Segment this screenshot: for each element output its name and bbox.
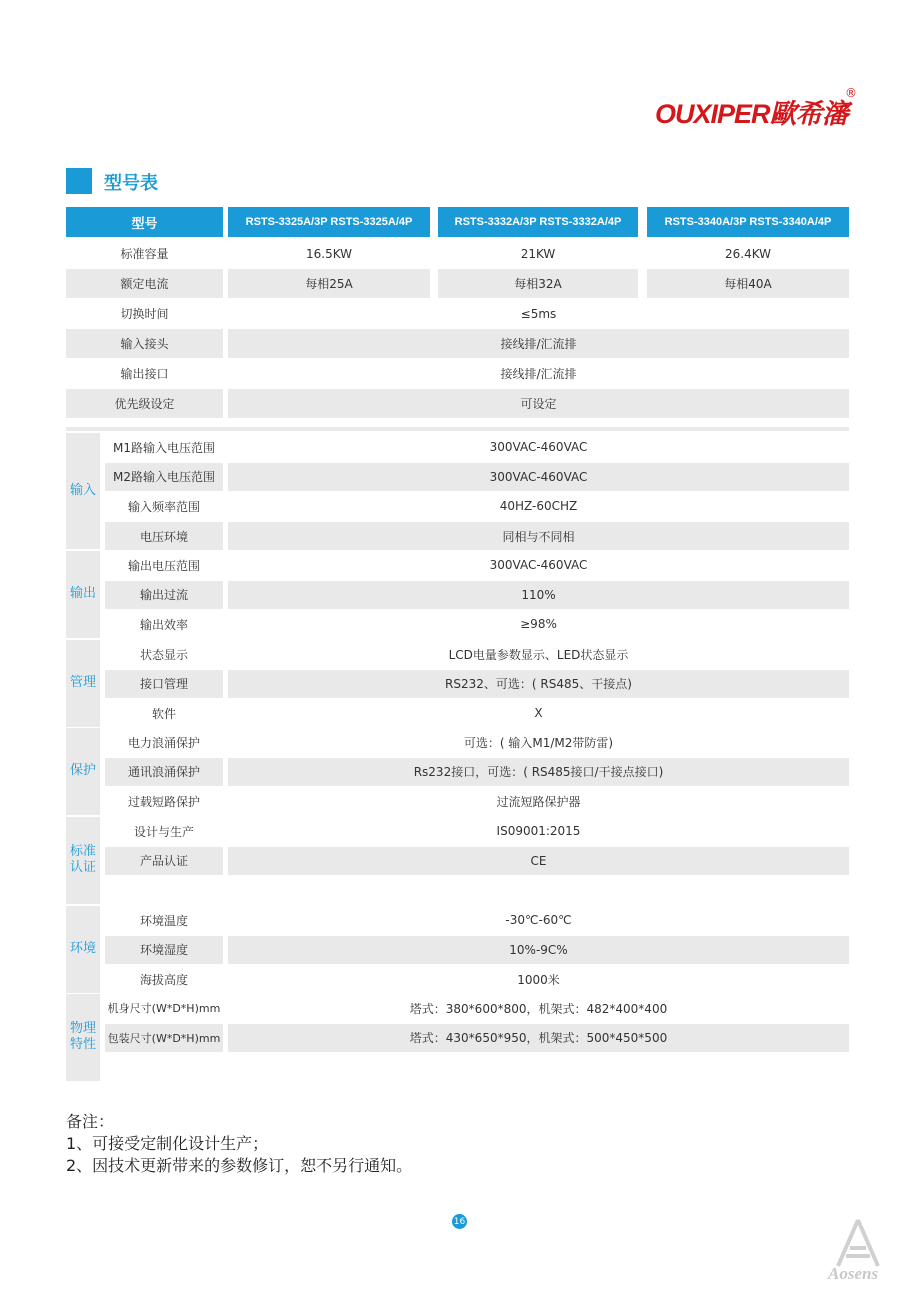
row-value: 每相32A (438, 269, 638, 298)
group-label: 环境 (66, 906, 100, 993)
row-value: 1000米 (228, 965, 849, 994)
row-value: 可设定 (228, 389, 849, 418)
row-value: 过流短路保护器 (228, 787, 849, 816)
row-label: 包装尺寸(W*D*H)mm (105, 1024, 223, 1053)
row-value: 26.4KW (647, 239, 849, 268)
group-label (66, 994, 100, 1081)
group-label-line: 特性 (69, 1037, 96, 1053)
row-value (228, 876, 849, 905)
row-value: -30℃-60℃ (228, 906, 849, 935)
row-value: 300VAC-460VAC (228, 433, 849, 462)
notes-title: 备注： (66, 1112, 115, 1131)
row-label: 输入频率范围 (105, 492, 223, 521)
row-label: 机身尺寸(W*D*H)mm (105, 994, 223, 1023)
page-number: 16 (452, 1214, 467, 1229)
row-label: 过载短路保护 (105, 787, 223, 816)
row-label: 标准容量 (66, 239, 223, 268)
header-model-name: RSTS-3332A/3P RSTS-3332A/4P (438, 207, 638, 237)
watermark (828, 1218, 908, 1288)
table-divider (66, 427, 849, 431)
row-label: 环境湿度 (105, 936, 223, 965)
row-value: 21KW (438, 239, 638, 268)
row-value: 40HZ-60CHZ (228, 492, 849, 521)
row-label: 输出过流 (105, 581, 223, 610)
row-value: ≥98% (228, 610, 849, 639)
row-label: 输入接头 (66, 329, 223, 358)
row-label: 优先级设定 (66, 389, 223, 418)
header-model-name: RSTS-3340A/3P RSTS-3340A/4P (647, 207, 849, 237)
group-label: 保护 (66, 728, 100, 815)
row-value: 110% (228, 581, 849, 610)
row-value: 每相25A (228, 269, 430, 298)
watermark-logo-icon (828, 1218, 888, 1268)
row-value: 10%-9C% (228, 936, 849, 965)
note-item: 1、可接受定制化设计生产； (66, 1134, 269, 1153)
row-value: 可选：( 输入M1/M2带防雷) (228, 728, 849, 757)
row-label: 切换时间 (66, 299, 223, 328)
row-label (105, 876, 223, 905)
watermark-text: Aosens (828, 1264, 879, 1283)
row-label: 产品认证 (105, 847, 223, 876)
row-label: 设计与生产 (105, 817, 223, 846)
row-label: 电压环境 (105, 522, 223, 551)
group-label: 输入 (66, 433, 100, 549)
row-value: LCD电量参数显示、LED状态显示 (228, 640, 849, 669)
row-label (105, 1053, 223, 1082)
registered-mark: ® (845, 86, 857, 100)
header-model-name: RSTS-3325A/3P RSTS-3325A/4P (228, 207, 430, 237)
brand-logo (655, 88, 855, 128)
row-value: 接线排/汇流排 (228, 329, 849, 358)
group-label-line: 标准 (69, 844, 96, 860)
header-model-label: 型号 (66, 207, 223, 237)
row-label: 电力浪涌保护 (105, 728, 223, 757)
row-value: 16.5KW (228, 239, 430, 268)
row-value: 接线排/汇流排 (228, 359, 849, 388)
row-value: 塔式：380*600*800，机架式：482*400*400 (228, 994, 849, 1023)
row-label: 通讯浪涌保护 (105, 758, 223, 787)
group-label-line: 认证 (69, 860, 96, 876)
row-label: 输出电压范围 (105, 551, 223, 580)
row-label: 环境温度 (105, 906, 223, 935)
row-label: 接口管理 (105, 670, 223, 699)
row-value: ≤5ms (228, 299, 849, 328)
row-value: 每相40A (647, 269, 849, 298)
group-label-line: 物理 (69, 1021, 96, 1037)
row-value: 塔式：430*650*950，机架式：500*450*500 (228, 1024, 849, 1053)
section-marker (66, 168, 92, 194)
row-label: 输出接口 (66, 359, 223, 388)
row-value: CE (228, 847, 849, 876)
row-value (228, 1053, 849, 1082)
row-value: 300VAC-460VAC (228, 463, 849, 492)
row-label: M2路输入电压范围 (105, 463, 223, 492)
group-label: 管理 (66, 640, 100, 727)
row-value: RS232、可选：( RS485、干接点) (228, 670, 849, 699)
row-value: X (228, 699, 849, 728)
row-label: 输出效率 (105, 610, 223, 639)
section-title: 型号表 (104, 173, 158, 194)
brand-logo-text: OUXIPER歐希瀋 (655, 99, 848, 129)
row-value: IS09001:2015 (228, 817, 849, 846)
row-value: 同相与不同相 (228, 522, 849, 551)
notes (66, 1111, 412, 1177)
note-item: 2、因技术更新带来的参数修订，恕不另行通知。 (66, 1156, 413, 1175)
row-label: 额定电流 (66, 269, 223, 298)
group-label (66, 817, 100, 904)
row-value: 300VAC-460VAC (228, 551, 849, 580)
row-label: 状态显示 (105, 640, 223, 669)
row-value: Rs232接口，可选：( RS485接口/干接点接口) (228, 758, 849, 787)
row-label: M1路输入电压范围 (105, 433, 223, 462)
row-label: 海拔高度 (105, 965, 223, 994)
row-label: 软件 (105, 699, 223, 728)
group-label: 输出 (66, 551, 100, 638)
